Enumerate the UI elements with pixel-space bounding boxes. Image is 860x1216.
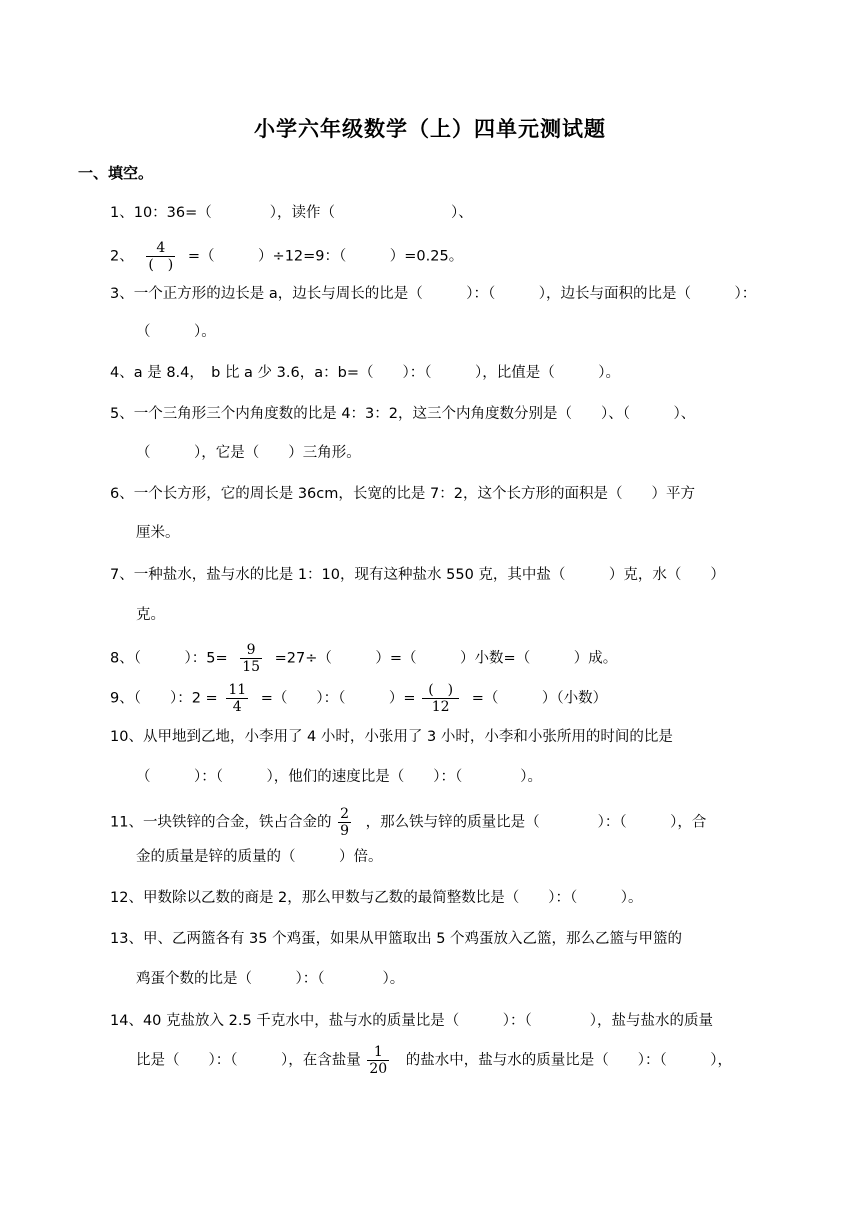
question-14-text: 的盐水中，盐与水的质量比是（ ）：（ ）， bbox=[405, 1052, 733, 1069]
question-2-text: =（ ）÷12=9：（ ）=0.25。 bbox=[187, 248, 464, 265]
question-9-middle: =（ ）：（ ）= bbox=[260, 690, 416, 707]
question-8 bbox=[110, 642, 617, 675]
question-11-text: ，那么铁与锌的质量比是（ ）：（ ），合 bbox=[365, 814, 707, 831]
fraction-numerator: ( ) bbox=[422, 682, 459, 699]
question-13-line-2: 鸡蛋个数的比是（ ）：（ ）。 bbox=[136, 971, 405, 987]
question-3-line-1: 3、一个正方形的边长是 a，边长与周长的比是（ ）：（ ），边长与面积的比是（ ）： bbox=[110, 286, 757, 302]
fraction bbox=[240, 642, 262, 675]
question-6-line-2: 厘米。 bbox=[136, 525, 180, 541]
fraction-denominator: 15 bbox=[242, 659, 261, 675]
fraction-numerator: 2 bbox=[340, 806, 349, 822]
question-10-line-2: （ ）：（ ），他们的速度比是（ ）：（ ）。 bbox=[136, 769, 542, 785]
question-10-line-1: 10、从甲地到乙地，小李用了 4 小时，小张用了 3 小时，小李和小张所用的时间的比是 bbox=[110, 729, 673, 745]
fraction-denominator: 12 bbox=[431, 699, 450, 715]
question-6-line-1: 6、一个长方形，它的周长是 36cm，长宽的比是 7：2，这个长方形的面积是（ ）平方 bbox=[110, 486, 695, 502]
fraction-numerator: 11 bbox=[228, 682, 247, 698]
fraction-denominator: ( ) bbox=[148, 257, 174, 273]
question-5-line-2: （ ），它是（ ）三角形。 bbox=[136, 445, 361, 461]
question-2-prefix: 2、 bbox=[110, 248, 134, 265]
question-8-prefix: 8、（ ）：5= bbox=[110, 650, 228, 667]
question-14-line-1: 14、40 克盐放入 2.5 千克水中，盐与水的质量比是（ ）：（ ），盐与盐水的质量 bbox=[110, 1013, 714, 1029]
question-4: 4、a 是 8.4， b 比 a 少 3.6，a：b=（ ）：（ ），比值是（ ）。 bbox=[110, 365, 620, 381]
fraction-numerator: 4 bbox=[146, 240, 175, 257]
question-14-line-2 bbox=[136, 1044, 732, 1077]
fraction bbox=[338, 806, 351, 839]
fraction-denominator: 20 bbox=[369, 1061, 388, 1077]
question-11-line-2: 金的质量是锌的质量的（ ）倍。 bbox=[136, 849, 383, 865]
question-14-prefix: 比是（ ）：（ ），在含盐量 bbox=[136, 1052, 361, 1069]
fraction bbox=[226, 682, 248, 715]
question-2 bbox=[110, 240, 463, 273]
question-11-prefix: 11、一块铁锌的合金，铁占合金的 bbox=[110, 814, 332, 831]
question-5-line-1: 5、一个三角形三个内角度数的比是 4：3：2，这三个内角度数分别是（ ）、（ ）、 bbox=[110, 406, 696, 422]
question-1: 1、10：36=（ ），读作（ ）、 bbox=[110, 205, 473, 221]
fraction bbox=[367, 1044, 389, 1077]
question-13-line-1: 13、甲、乙两篮各有 35 个鸡蛋，如果从甲篮取出 5 个鸡蛋放入乙篮，那么乙篮与甲篮的 bbox=[110, 931, 683, 947]
question-9 bbox=[110, 682, 607, 715]
question-7-line-2: 克。 bbox=[136, 607, 165, 623]
fraction-denominator: 4 bbox=[232, 699, 242, 715]
fraction bbox=[146, 240, 175, 273]
fraction-numerator: 1 bbox=[367, 1044, 389, 1061]
section-heading: 一、填空。 bbox=[78, 164, 154, 182]
fraction-numerator: 9 bbox=[240, 642, 262, 659]
question-9-prefix: 9、（ ）：2 = bbox=[110, 690, 218, 707]
question-9-text: =（ ）（小数） bbox=[471, 690, 608, 707]
question-8-text: =27÷（ ）=（ ）小数=（ ）成。 bbox=[274, 650, 618, 667]
question-3-line-2: （ ）。 bbox=[136, 324, 216, 340]
question-11 bbox=[110, 806, 706, 839]
fraction-denominator: 9 bbox=[340, 823, 349, 839]
question-12: 12、甲数除以乙数的商是 2，那么甲数与乙数的最简整数比是（ ）：（ ）。 bbox=[110, 890, 643, 906]
page-title: 小学六年级数学（上）四单元测试题 bbox=[254, 117, 606, 141]
question-7-line-1: 7、一种盐水，盐与水的比是 1：10，现有这种盐水 550 克，其中盐（ ）克，水（ ） bbox=[110, 567, 725, 583]
fraction bbox=[422, 682, 459, 715]
